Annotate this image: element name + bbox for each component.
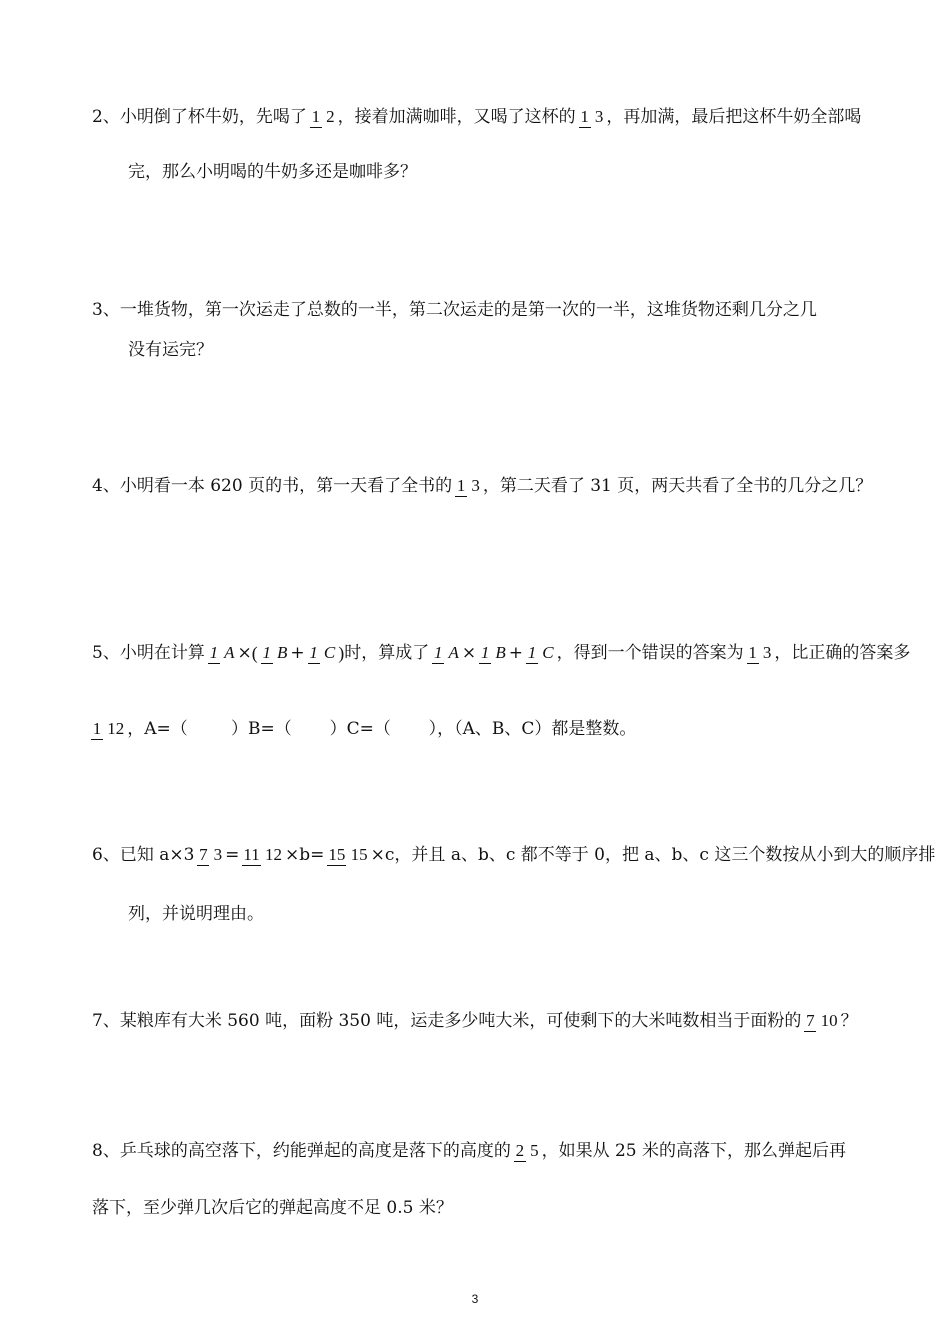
q7-line: 7、某粮库有大米 560 吨，面粉 350 吨，运走多少吨大米，可使剩下的大米吨数相当于面粉的 7 10 ？ bbox=[92, 1011, 858, 1031]
q2-line-2: 完，那么小明喝的牛奶多还是咖啡多？ bbox=[128, 162, 417, 182]
q5-line-2: 1 12 ，A=（ ）B=（ ）C=（ ），（A、B、C）都是整数。 bbox=[92, 719, 637, 739]
q2-line-1 bbox=[92, 106, 861, 128]
fraction-seven-tenths: 7 10 bbox=[806, 1011, 838, 1030]
q3-line-2: 没有运完？ bbox=[128, 340, 213, 360]
fraction-one-over-c: 1 C bbox=[309, 643, 336, 662]
plus-sign: + bbox=[290, 643, 305, 663]
fraction-eleven-twelfths: 11 12 bbox=[243, 845, 283, 864]
page-number: 3 bbox=[471, 1292, 479, 1306]
fraction-one-third: 1 3 bbox=[580, 107, 604, 126]
fraction-one-half: 1 2 bbox=[311, 107, 335, 126]
plus-sign: + bbox=[508, 643, 523, 663]
q6-line-1: 6、已知 a×3 7 3 = 11 12 ×b= 15 15 ×c，并且 a、b、c 都不等于 0，把 a、b、c 这三个数按从小到大的顺序排 bbox=[92, 845, 936, 865]
q2-text-1: 2、小明倒了杯牛奶，先喝了 bbox=[92, 107, 307, 127]
fraction-two-fifths: 2 5 bbox=[515, 1141, 539, 1160]
fraction-one-third: 1 3 bbox=[748, 643, 772, 662]
q2-text-3: ，再加满，最后把这杯牛奶全部喝 bbox=[606, 107, 862, 127]
fraction-one-over-a: 1 A bbox=[433, 643, 459, 662]
q3-line-1: 3、一堆货物，第一次运走了总数的一半，第二次运走的是第一次的一半，这堆货物还剩几分之几 bbox=[92, 300, 817, 320]
q8-line-1: 8、乒乓球的高空落下，约能弹起的高度是落下的高度的 2 5 ，如果从 25 米的高落下，那么弹起后再 bbox=[92, 1141, 847, 1161]
fraction-seven-thirds: 7 3 bbox=[199, 845, 223, 864]
fraction-one-over-a: 1 A bbox=[209, 643, 235, 662]
left-paren: ( bbox=[251, 643, 258, 663]
times-sign: × bbox=[237, 643, 252, 663]
fraction-one-over-c: 1 C bbox=[527, 643, 554, 662]
right-paren: ) bbox=[338, 643, 345, 663]
q2-text-2: ，接着加满咖啡，又喝了这杯的 bbox=[337, 107, 576, 127]
times-sign: × bbox=[461, 643, 477, 663]
fraction-one-third: 1 3 bbox=[456, 476, 480, 495]
q6-line-2: 列，并说明理由。 bbox=[128, 904, 264, 924]
equals-sign: = bbox=[225, 845, 240, 865]
fraction-one-over-b: 1 B bbox=[480, 643, 506, 662]
q5-line-1: 5、小明在计算 1 A × ( 1 B + 1 C ) 时，算成了 1 A × 1 B + 1 C ，得到一个错误的答案为 1 3 ，比正确的答案多 bbox=[92, 643, 911, 663]
q8-line-2: 落下，至少弹几次后它的弹起高度不足 0.5 米？ bbox=[92, 1198, 453, 1218]
q4-line: 4、小明看一本 620 页的书，第一天看了全书的 1 3 ，第二天看了 31 页，两天共看了全书的几分之几？ bbox=[92, 476, 873, 496]
fraction-fifteen-fifteenths: 15 15 bbox=[328, 845, 368, 864]
fraction-one-twelfth: 1 12 bbox=[92, 719, 125, 738]
fraction-one-over-b: 1 B bbox=[262, 643, 288, 662]
